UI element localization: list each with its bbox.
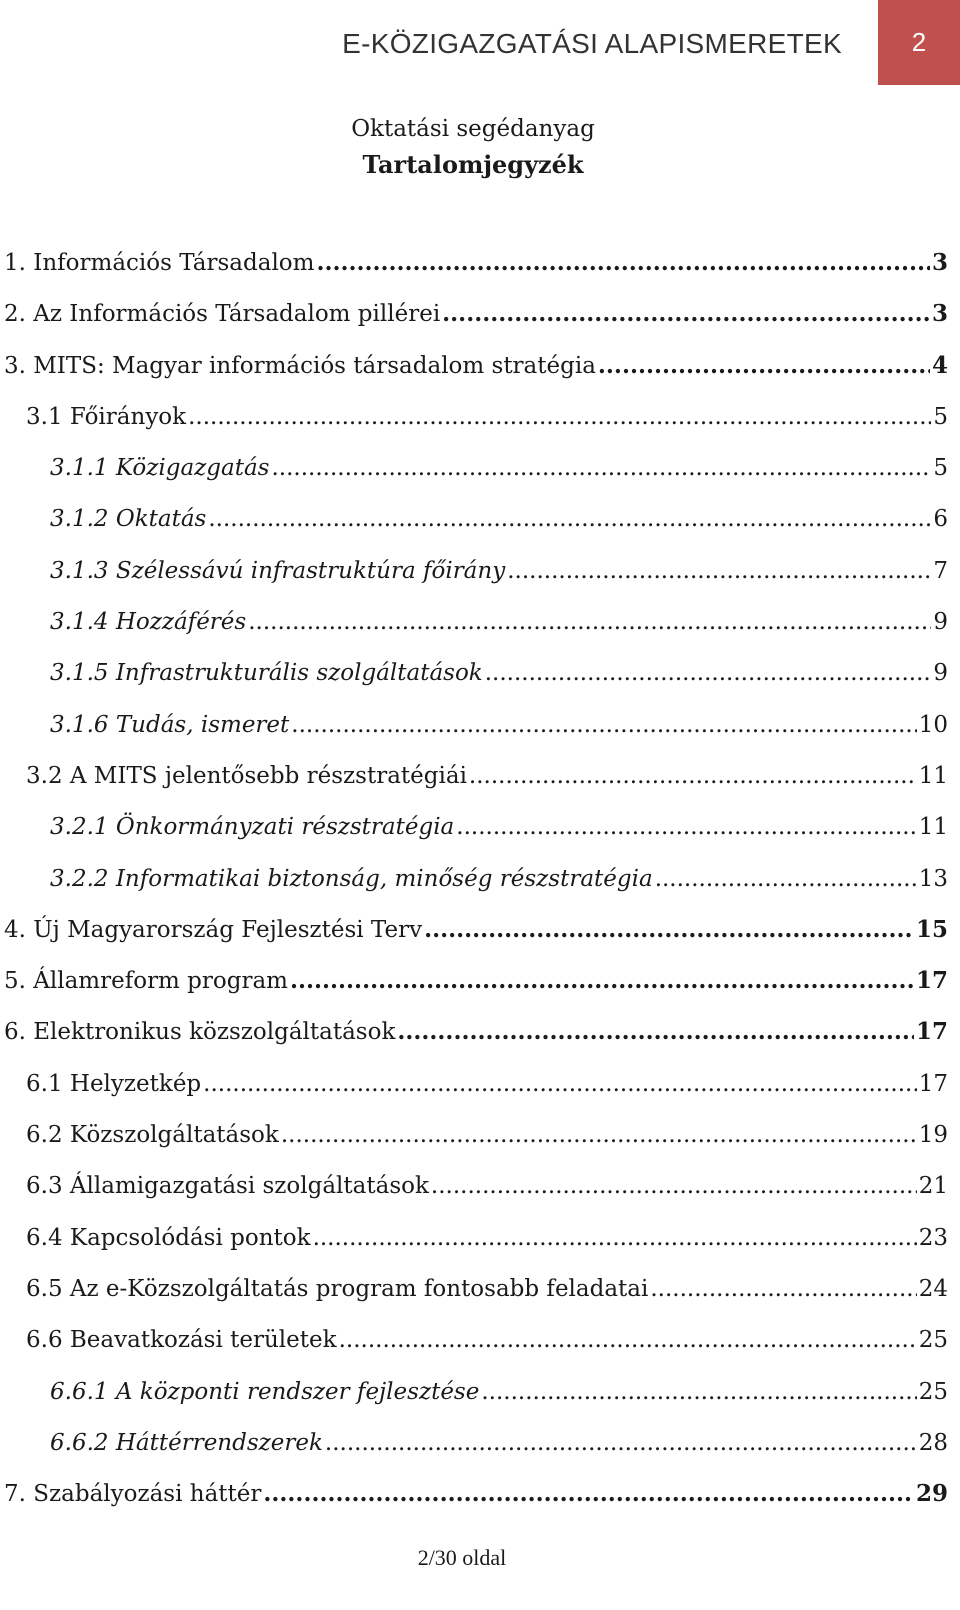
toc-dot-leader [263,1477,914,1511]
toc-dot-leader [248,605,931,639]
toc-heading: Tartalomjegyzék [362,150,584,179]
toc-entry-label: 3.2.1 Önkormányzati részstratégia [50,814,455,841]
toc-entry-label: 1. Információs Társadalom [4,250,315,276]
toc-entry[interactable] [0,656,948,707]
toc-entry[interactable] [0,1272,948,1323]
toc-entry-page-number: 25 [918,1378,948,1405]
toc-entry-page-number: 7 [933,557,948,584]
toc-entry[interactable] [0,1477,948,1528]
toc-entry[interactable] [0,1169,948,1220]
toc-entry[interactable] [0,1221,948,1272]
toc-entry-page-number: 13 [918,865,948,892]
toc-dot-leader [290,964,914,998]
toc-entry[interactable] [0,349,948,400]
toc-dot-leader [485,656,932,690]
toc-entry-page-number: 5 [933,455,948,482]
toc-entry-label: 6.6 Beavatkozási területek [26,1327,337,1354]
toc-dot-leader [456,810,916,844]
toc-entry-page-number: 23 [918,1224,948,1251]
toc-entry-page-number: 9 [933,660,948,687]
toc-entry[interactable] [0,913,948,964]
toc-entry[interactable] [0,759,948,810]
toc-entry-label: 6.5 Az e-Közszolgáltatás program fontosabb feladatai [26,1275,649,1302]
toc-entry-page-number: 28 [918,1429,948,1456]
toc-entry-label: 6.4 Kapcsolódási pontok [26,1224,311,1251]
toc-entry-label: 4. Új Magyarország Fejlesztési Terv [4,916,423,943]
toc-entry[interactable] [0,1323,948,1374]
toc-entry-page-number: 21 [918,1173,948,1200]
toc-dot-leader [281,1118,917,1152]
toc-entry-label: 2. Az Információs Társadalom pillérei [4,301,441,328]
toc-entry-page-number: 3 [931,249,948,276]
toc-entry-label: 3.1.1 Közigazgatás [50,455,270,482]
toc-entry-page-number: 17 [915,1018,948,1046]
toc-dot-leader [339,1323,917,1357]
toc-entry-label: 3.1.2 Oktatás [50,506,207,533]
toc-entry-page-number: 5 [933,403,948,430]
toc-entry-label: 3.1 Főirányok [26,403,187,430]
toc-entry-page-number: 29 [915,1480,948,1508]
toc-dot-leader [650,1272,916,1306]
toc-dot-leader [397,1015,914,1049]
toc-entry-label: 6. Elektronikus közszolgáltatások [4,1019,396,1046]
toc-entry-page-number: 15 [915,915,948,943]
toc-entry-page-number: 10 [918,711,948,738]
document-header-title: E-KÖZIGAZGATÁSI ALAPISMERETEK [342,28,842,59]
toc-dot-leader [442,297,930,331]
toc-entry[interactable] [0,1015,948,1066]
toc-dot-leader [316,246,930,280]
toc-entry-page-number: 4 [931,351,948,379]
toc-entry-label: 7. Szabályozási háttér [4,1481,262,1508]
toc-entry[interactable] [0,605,948,656]
toc-dot-leader [507,554,931,588]
toc-entry-label: 3.2.2 Informatikai biztonság, minőség részstratégia [50,865,653,892]
toc-dot-leader [598,349,930,383]
toc-entry-label: 3.2 A MITS jelentősebb részstratégiái [26,762,467,789]
toc-dot-leader [469,759,917,793]
toc-entry-page-number: 11 [918,762,948,789]
toc-entry-page-number: 19 [918,1122,948,1149]
toc-entry[interactable] [0,502,948,553]
toc-entry[interactable] [0,451,948,502]
toc-entry[interactable] [0,810,948,861]
toc-dot-leader [188,400,931,434]
toc-dot-leader [271,451,931,485]
page-number-badge: 2 [878,0,960,85]
toc-entry[interactable] [0,1118,948,1169]
toc-entry-label: 3.1.4 Hozzáférés [50,609,247,636]
toc-entry-page-number: 9 [933,609,948,636]
toc-entry[interactable] [0,554,948,605]
toc-entry-label: 3. MITS: Magyar információs társadalom stratégia [4,352,596,379]
toc-dot-leader [325,1426,917,1460]
toc-entry[interactable] [0,400,948,451]
toc-dot-leader [424,913,914,947]
toc-entry[interactable] [0,246,948,297]
toc-entry-page-number: 24 [918,1275,948,1302]
toc-entry-label: 3.1.5 Infrastrukturális szolgáltatások [50,660,483,687]
document-subtitle: Oktatási segédanyag [351,116,595,142]
toc-dot-leader [655,862,917,896]
toc-entry-label: 6.6.1 A központi rendszer fejlesztése [50,1378,480,1405]
toc-dot-leader [203,1067,917,1101]
table-of-contents [0,246,948,1528]
toc-entry-page-number: 17 [918,1070,948,1097]
toc-entry-label: 6.6.2 Háttérrendszerek [50,1429,323,1456]
toc-entry-page-number: 17 [915,967,948,995]
toc-entry[interactable] [0,1426,948,1477]
toc-entry-label: 6.3 Államigazgatási szolgáltatások [26,1173,429,1200]
page-footer: 2/30 oldal [417,1545,507,1570]
toc-entry-label: 5. Államreform program [4,968,288,995]
toc-entry-label: 3.1.6 Tudás, ismeret [50,711,290,738]
toc-entry-label: 3.1.3 Szélessávú infrastruktúra főirány [50,557,506,584]
toc-entry-label: 6.1 Helyzetkép [26,1070,202,1097]
toc-entry-page-number: 3 [931,300,948,328]
toc-entry-page-number: 25 [918,1327,948,1354]
toc-entry[interactable] [0,862,948,913]
toc-entry[interactable] [0,1375,948,1426]
toc-entry-page-number: 6 [933,506,948,533]
toc-dot-leader [313,1221,917,1255]
toc-dot-leader [481,1375,916,1409]
toc-entry[interactable] [0,1067,948,1118]
toc-dot-leader [291,708,916,742]
toc-dot-leader [208,502,931,536]
toc-entry-page-number: 11 [918,814,948,841]
toc-dot-leader [431,1169,917,1203]
toc-entry-label: 6.2 Közszolgáltatások [26,1122,279,1149]
toc-entry[interactable] [0,297,948,348]
toc-entry[interactable] [0,708,948,759]
toc-entry[interactable] [0,964,948,1015]
